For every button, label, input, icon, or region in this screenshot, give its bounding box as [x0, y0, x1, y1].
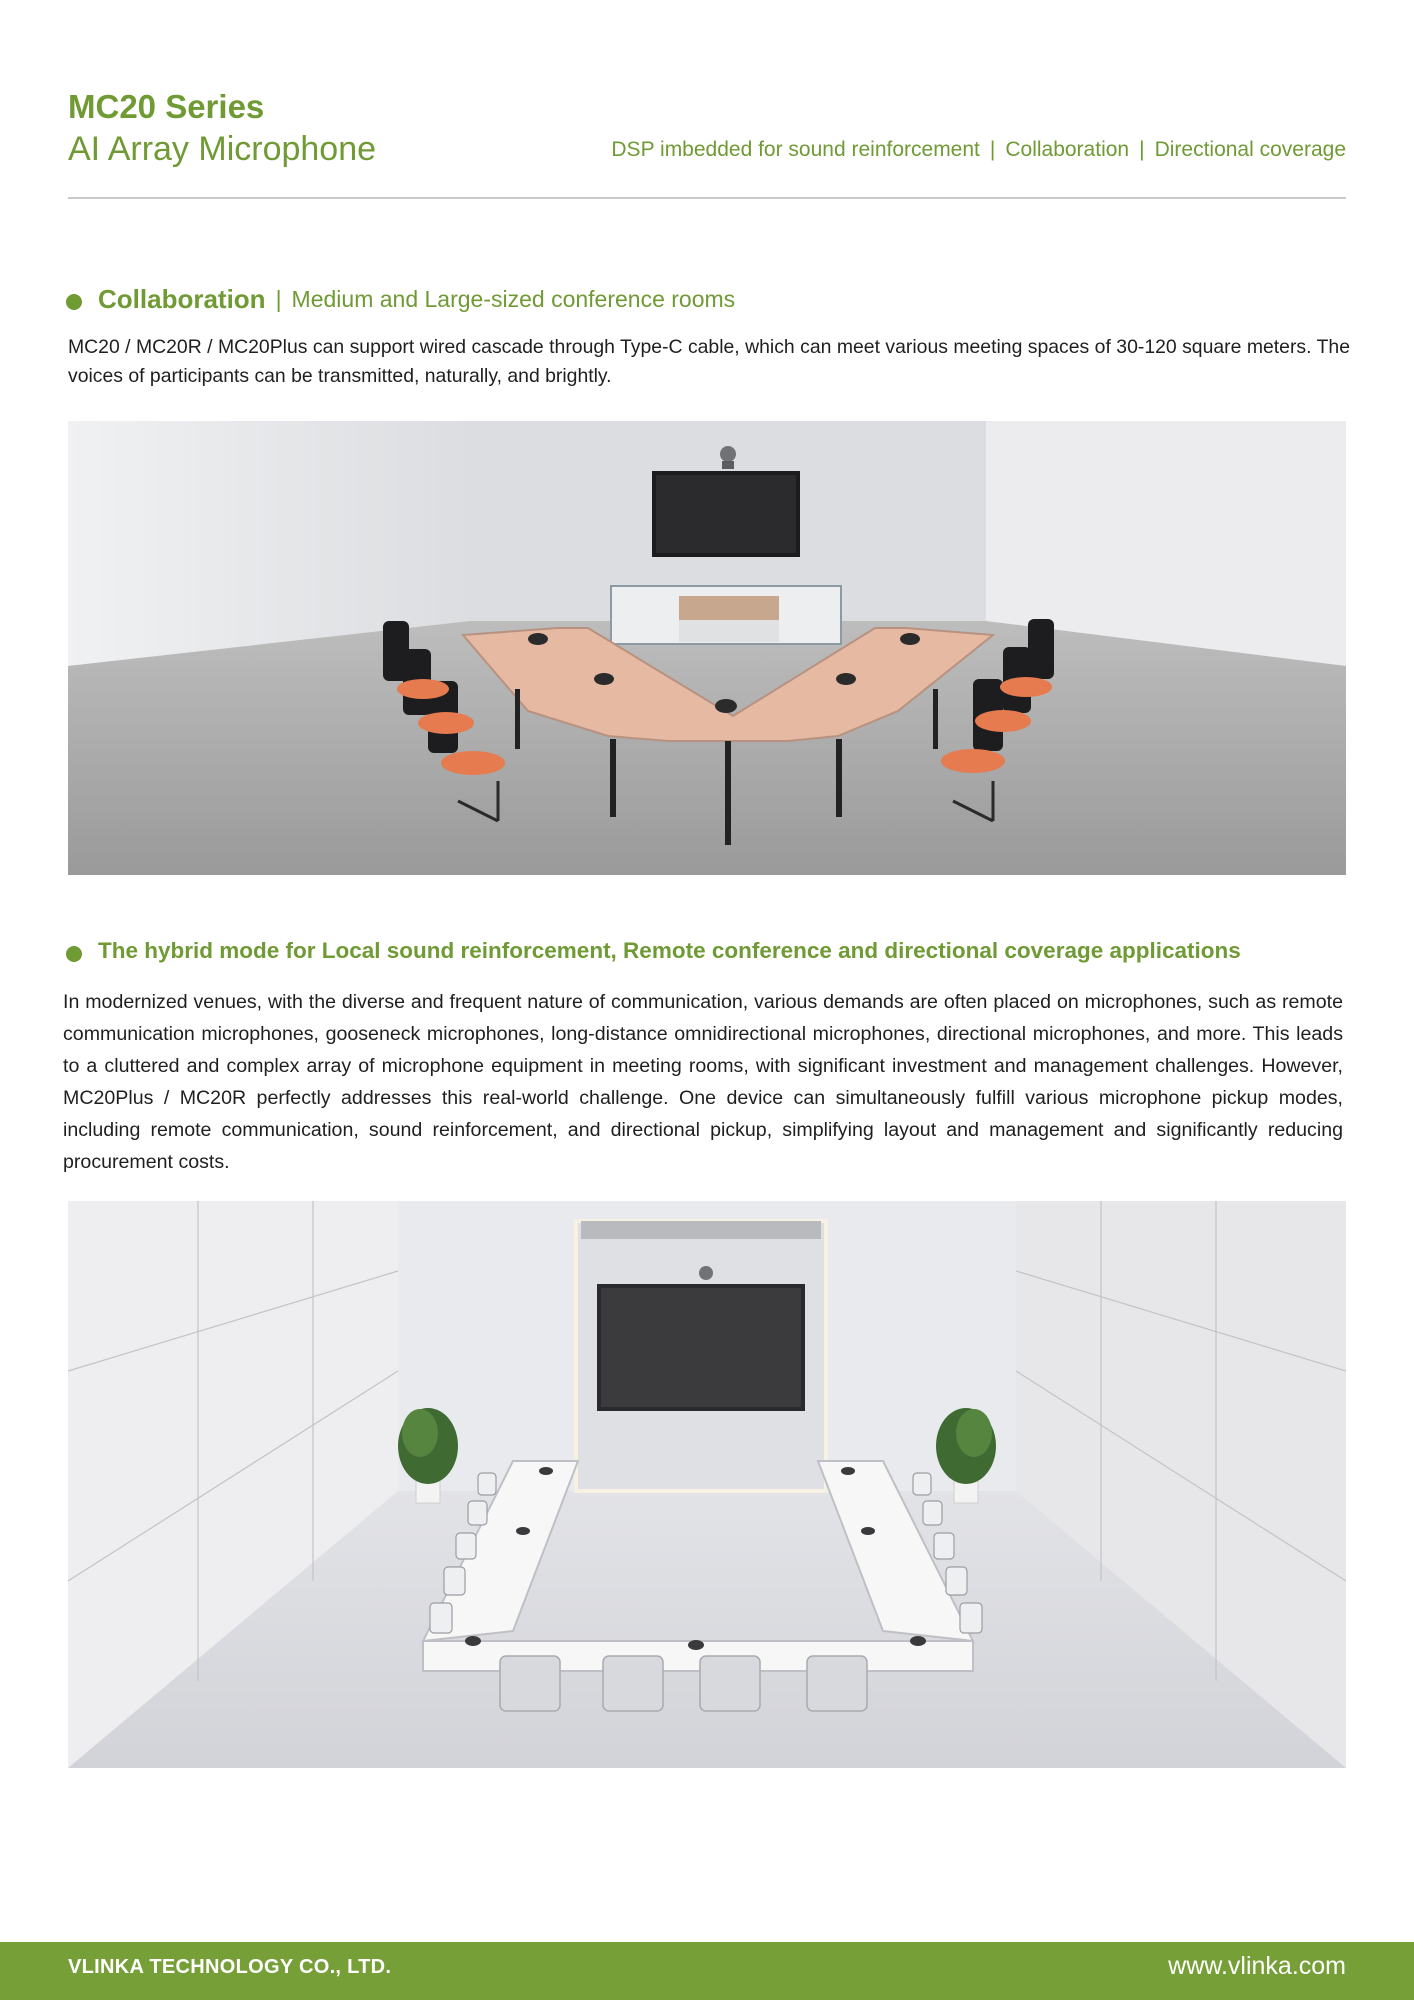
conference-room-illustration — [68, 421, 1346, 875]
section-title: Collaboration — [98, 284, 266, 314]
tagline-separator: | — [989, 138, 996, 161]
section-subtitle: Medium and Large-sized conference rooms — [291, 286, 736, 312]
tagline-item: Collaboration — [1005, 138, 1130, 161]
footer-website-link[interactable]: www.vlinka.com — [1168, 1952, 1346, 1980]
header-divider — [68, 197, 1346, 199]
section-body-text: MC20 / MC20R / MC20Plus can support wired cascade through Type-C cable, which can meet various meeting spaces of 30-120 square meters. The voices of participants can be transmitted, naturally, and brightly. — [68, 336, 1350, 387]
series-title: MC20 Series — [68, 88, 265, 125]
section-separator: | — [275, 286, 282, 312]
conference-room-photo-u-table — [68, 1201, 1346, 1768]
section-heading-collaboration — [98, 284, 735, 315]
conference-room-photo-v-table — [68, 421, 1346, 875]
section-bullet-icon — [66, 294, 82, 310]
section-bullet-icon — [66, 946, 82, 962]
tagline-item: Directional coverage — [1154, 138, 1346, 161]
product-name: AI Array Microphone — [68, 130, 377, 168]
tagline — [611, 138, 1346, 162]
section-body-text: In modernized venues, with the diverse and frequent nature of communication, various demands are often placed on microphones, such as remote communication microphones, gooseneck microphones, long-distance omnidirectional microphones, directional microphones, and more. This leads to a cluttered and complex array of microphone equipment in meeting rooms, with significant investment and management challenges. However, MC20Plus / MC20R perfectly addresses this real-world challenge. One device can simultaneously fulfill various microphone pickup modes, including remote communication, sound reinforcement, and directional pickup, simplifying layout and management and significantly reducing procurement costs. — [63, 991, 1343, 1173]
tagline-separator: | — [1139, 138, 1145, 161]
conference-room-illustration — [68, 1201, 1346, 1768]
tagline-item: DSP imbedded for sound reinforcement — [611, 138, 980, 161]
footer-company-name: VLINKA TECHNOLOGY CO., LTD. — [68, 1956, 392, 1978]
section-heading-hybrid-mode: The hybrid mode for Local sound reinforcement, Remote conference and directional coverage applications — [98, 938, 1241, 963]
